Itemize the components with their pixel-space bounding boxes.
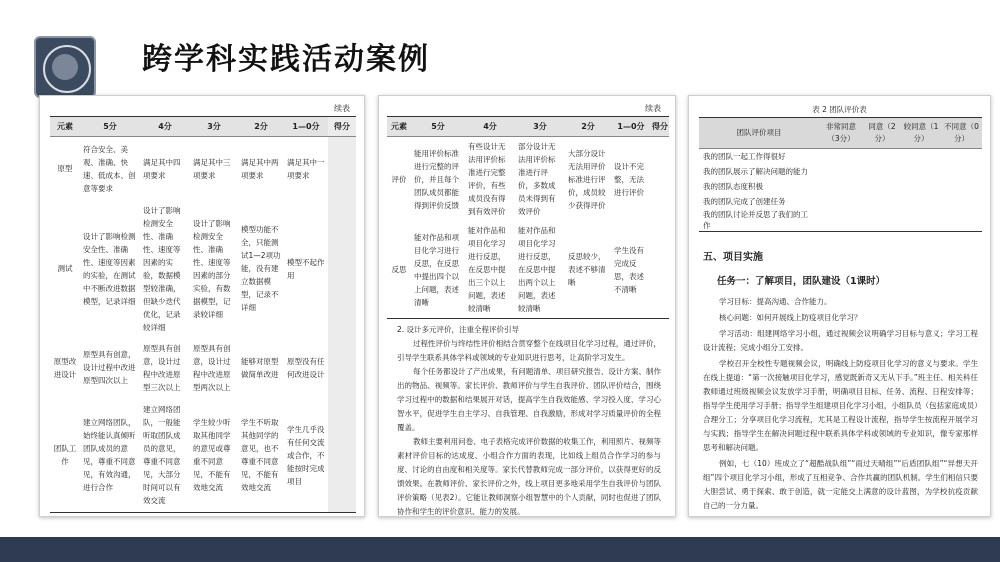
table-cell: 能对作品和项目化学习进行反思，在反思中提出三个以上问题，表述较清晰 [465,221,515,319]
table-cell: 模型功能不全，只能测试1—2项功能，没有建立数据模型，记录不详细 [241,225,281,312]
table-row [50,137,356,201]
header-cell: 得分 [328,117,356,137]
table-row [699,209,982,232]
header-cell: 非常同意（3分） [819,118,863,149]
footer-bar [0,537,1000,562]
table-cell: 设计了影响检测安全性、准确性、速度等因素的实验，在测试中不断改进数据模型，记录详细 [83,231,136,306]
header-cell: 团队评价项目 [699,118,819,149]
table-header-row [699,118,982,149]
evaluation-item: 我的团队完成了创建任务 [703,197,786,206]
element-cell: 团队工作 [50,399,80,513]
evaluation-item: 我的团队一起工作得很好 [703,152,786,161]
paragraph: 学习目标：提高沟通、合作能力。 [719,297,832,306]
evaluation-item: 我的团队讨论并反思了我们的工作 [699,209,819,232]
header-cell: 1—0分 [611,117,651,137]
table-cell: 原型具有创意，设计过程中改进原型四次以上 [83,350,136,385]
table-cell: 能用评价标准进行完整的评价，并且每个团队成员都能得到评价反馈 [414,148,459,210]
subsection-heading: 2. 设计多元评价，注重全程评价引导 [397,325,520,334]
table-cell: 原型具有创意，设计过程中改进原型三次以上 [143,343,181,392]
table-cell: 符合安全、美观、准确、快速、低成本、创意等要求 [83,144,136,193]
table-cell: 部分设计无法用评价标准进行评价，多数成员未得到有效评价 [518,142,556,216]
header-cell: 5分 [80,117,140,137]
table-cell: 能对作品和项目化学习进行反思，在反思中提出两个以上问题，表述较清晰 [515,221,565,319]
table-cell: 能对作品和项目化学习进行反思，在反思中提出四个以上问题，表述清晰 [411,221,465,319]
header-cell: 元素 [387,117,411,137]
header-cell: 较同意（1分） [901,118,941,149]
rubric-page-middle [378,95,676,517]
table-cell: 建立网络团队，始终能认真倾听团队成员的意见，尊重不同意见，有效沟通，进行合作 [80,399,140,513]
table-cell: 设计了影响检测安全性、准确性、速度等因素的实验，数据模型较准确，但缺少迭代优化，记录较详细 [143,205,181,332]
score-cell [328,137,356,201]
table-cell: 学生较少听取其他同学的意见或尊重不同意见，不能有效地交流 [190,399,238,513]
table-cell: 满足其中两项要求 [241,157,279,180]
table-cell: 满足其中四项要求 [143,157,181,180]
table-caption: 表 2 团队评价表 [812,105,867,114]
table-cell: 学生没有完成反思，表述不清晰 [611,221,651,319]
header-cell: 5分 [411,117,465,137]
rubric-table-continued [387,116,669,319]
paragraph: 核心问题：如何开展线上防疫项目化学习？ [719,313,862,322]
table-row [50,201,356,337]
table-cell: 满足其中三项要求 [193,157,231,180]
paragraph: 学校召开全校性专题视频会议，明确线上防疫项目化学习的意义与要求。学生在线上提道：“第一次接触项目化学习，感觉既新奇又无从下手。”班主任、相关科任教师通过班级视频会议发放学习手册，明确项目目标、任务、流程、日程安排等；指导学生使用学习手册；指导学生组建项目化学习小组，小组队员（包括家庭成员）合理分工；分享项目化学习流程，尤其是工程设计流程，指导学生按流程开展学习与实践；指导学生在解决问题过程中联系具体学科或领域的专业知识，像专家那样思考和解决问题。 [703,359,978,452]
table-row [387,137,669,222]
table-cell: 能够对原型做简单改进 [241,356,279,379]
table-row [50,399,356,513]
element-cell: 评价 [391,174,407,184]
table-header-row [50,117,356,137]
paragraph: 每个任务都设计了产出成果，有问题清单、项目研究报告、设计方案、制作出的物品、视频等。家长评价、教师评价与学生自我评价、团队评价结合，围绕学习过程中的数据和结果展开对话，提高学生自我效能感、学习投入度、学习心智水平，促进学生自主学习、自我管理、自我激励，形成对学习质量评价的全程覆盖。 [397,367,661,432]
score-cell [328,201,356,337]
header-cell: 3分 [515,117,565,137]
score-cell [651,221,669,319]
table-cell: 设计了影响检测安全性、准确性、速度等因素的部分实验，有数据模型，记录较详细 [193,218,231,319]
table-cell: 原型没有任何改进设计 [287,356,325,379]
logo-emblem [52,54,78,80]
score-cell [328,399,356,513]
element-cell: 反思 [387,221,411,319]
table-row [699,179,982,194]
table-row [699,194,982,209]
score-cell [328,337,356,399]
continued-label: 续表 [645,104,661,113]
team-evaluation-page [688,95,991,517]
paragraph: 学习活动：组建网络学习小组，通过视频会议明确学习目标与意义；学习工程设计流程；完成小组分工安排。 [703,329,978,352]
header-cell: 同意（2分） [863,118,901,149]
paragraph: 教师主要利用问卷、电子表格完成评价数据的收集工作，利用照片、视频等素材评价目标的达成度、小组合作方面的表现，比如线上组员合作学习的参与度、讨论的自由度和相关度等。家长代替教师完成一部分评价，以获得更好的反馈效果。在教师评价、家长评价之外，线上项目更多地采用学生自我评价与团队评价策略（见表2）。它能让教师洞察小组智慧中的个人贡献，同时也促进了团队协作和学生的评价意识、能力的发展。 [397,437,661,516]
team-evaluation-table [699,117,982,232]
table-cell: 模型不起作用 [287,257,325,280]
table-cell: 满足其中一项要求 [287,157,325,180]
section-heading: 五、项目实施 [703,252,763,263]
school-logo [34,36,96,98]
header-cell: 元素 [50,117,80,137]
table-cell: 建立网络团队，一般能听取团队成员的意见，尊重不同意见，大部分时间可以有效交流 [140,399,190,513]
evaluation-item: 我的团队展示了解决问题的能力 [703,167,808,176]
evaluation-item: 我的团队态度积极 [703,182,763,191]
page-title: 跨学科实践活动案例 [142,42,430,77]
paragraph: 例如，七（10）班成立了“超酷战队组”“雨过天晴组”“后盾团队组”“异想天开组”四个项目化学习小组，形成了互相竞争、合作共赢的团队机制。学生们相信只要大胆尝试、勇于探索、敢于创造，就一定能交上满意的设计蓝图，为学校抗疫贡献自己的一分力量。 [703,459,978,510]
table-row [387,221,669,319]
header-cell: 3分 [190,117,238,137]
header-cell: 4分 [140,117,190,137]
element-cell: 测试 [57,264,73,273]
header-cell: 1—0分 [284,117,328,137]
paragraph: 过程性评价与终结性评价相结合贯穿整个在线项目化学习过程，通过评价，引导学生联系具体学科或领域的专业知识进行思考，让高阶学习发生。 [397,339,661,362]
element-cell: 原型 [57,164,73,174]
continued-label: 续表 [334,104,350,113]
table-cell: 设计不完整，无法进行评价 [614,161,644,197]
rubric-table [50,116,356,513]
task-heading: 任务一：了解项目，团队建设（1课时） [717,276,886,287]
table-cell: 原型具有创意，设计过程中改进原型两次以上 [193,343,231,392]
table-row [699,149,982,165]
header-cell: 2分 [238,117,284,137]
table-cell: 学生不听取其他同学的意见，也不尊重不同意见，不能有效地交流 [238,399,284,513]
header-cell: 4分 [465,117,515,137]
element-cell: 原型改进设计 [53,356,77,379]
table-cell: 大部分设计无法用评价标准进行评价，成员较少获得评价 [568,148,606,210]
table-cell: 反思较少，表述不够清晰 [565,221,611,319]
evaluation-text [379,323,675,517]
table-cell: 有些设计无法用评价标准进行完整评价，有些成员没有得到有效评价 [468,142,506,216]
score-cell [651,137,669,222]
header-cell: 不同意（0分） [941,118,982,149]
rubric-page-left [39,95,365,517]
table-row [699,164,982,179]
table-cell: 学生几乎没有任何交流或合作，不能按时完成项目 [284,399,328,513]
header-cell: 2分 [565,117,611,137]
table-row [50,337,356,399]
header-cell: 得分 [651,117,669,137]
table-header-row [387,117,669,137]
implementation-text [689,295,990,513]
